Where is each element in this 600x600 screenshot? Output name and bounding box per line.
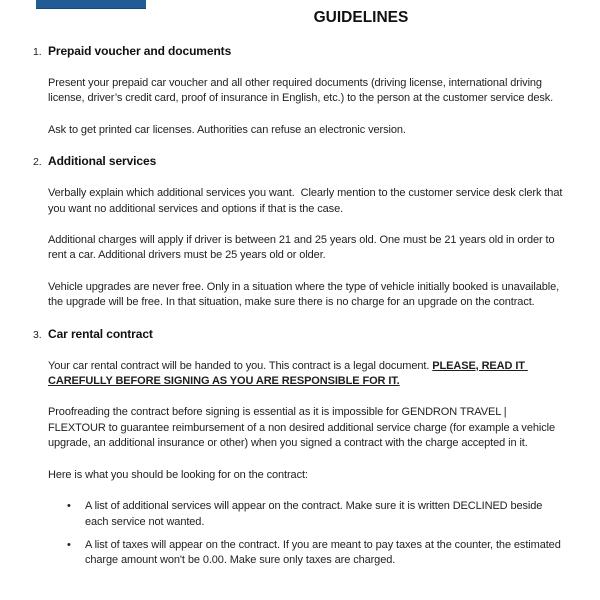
- contract-sentence-normal: Your car rental contract will be handed to you. This contract is a legal document.: [48, 359, 433, 372]
- logo-bar: [36, 0, 146, 9]
- section-1-body: [48, 76, 567, 138]
- bullet-icon: •: [67, 500, 71, 513]
- section-prepaid-voucher: [33, 44, 567, 138]
- paragraph: Ask to get printed car licenses. Authorities can refuse an electronic version.: [48, 123, 406, 136]
- paragraph: Verbally explain which additional services you want. Clearly mention to the customer service desk clerk that you want no additional services and options if that is the case.: [48, 187, 566, 215]
- section-3-body: [48, 359, 567, 569]
- list-item-text: A list of taxes will appear on the contract. If you are meant to pay taxes at the counter, the estimated charge amount won't be 0.00. Make sure only taxes are charged.: [85, 538, 564, 567]
- section-heading: Car rental contract: [48, 326, 153, 341]
- section-2-heading-row: [33, 154, 567, 168]
- paragraph: Vehicle upgrades are never free. Only in a situation where the type of vehicle initially booked is unavailable, the upgrade will be free. In that situation, make sure there is no charge for an upgrade on the contract.: [48, 280, 563, 309]
- list-item-text: A list of additional services will appear on the contract. Make sure it is written DECLINED beside each service not wanted.: [85, 500, 546, 528]
- contract-checklist: [48, 499, 567, 569]
- paragraph: Here is what you should be looking for on the contract:: [48, 468, 308, 481]
- section-additional-services: [33, 154, 567, 310]
- section-number: 1.: [33, 46, 42, 58]
- document-content: [0, 44, 600, 569]
- section-1-heading-row: [33, 44, 567, 58]
- paragraph: Proofreading the contract before signing is essential as it is impossible for GENDRON TRAVEL | FLEXTOUR to guarantee reimbursement of a non desired additional service charge (for example a vehicle upgrade, an additional insurance or other) when you signed a contract with the charge accepted in it.: [48, 406, 558, 450]
- contract-warning-text: PLEASE, READ IT CAREFULLY BEFORE SIGNING AS YOU ARE RESPONSIBLE FOR IT.: [48, 359, 528, 388]
- section-heading: Prepaid voucher and documents: [48, 44, 232, 58]
- paragraph: Additional charges will apply if driver is between 21 and 25 years old. One must be 21 years old in order to rent a car. Additional drivers must be 25 years old or older.: [48, 234, 558, 262]
- paragraph: Present your prepaid car voucher and all other required documents (driving license, international driving license, driver’s credit card, proof of insurance in English, etc.) to the person at the customer service desk.: [48, 77, 554, 105]
- section-number: 2.: [33, 156, 42, 169]
- page-title: GUIDELINES: [313, 9, 409, 26]
- section-3-heading-row: [33, 327, 567, 341]
- section-car-rental-contract: [33, 327, 567, 569]
- list-item: [48, 538, 567, 569]
- section-heading: Additional services: [48, 154, 157, 169]
- paragraph-contract-warning: [48, 359, 567, 390]
- section-2-body: [48, 186, 567, 310]
- section-number: 3.: [33, 328, 42, 341]
- list-item: [48, 499, 567, 530]
- bullet-icon: •: [67, 538, 71, 551]
